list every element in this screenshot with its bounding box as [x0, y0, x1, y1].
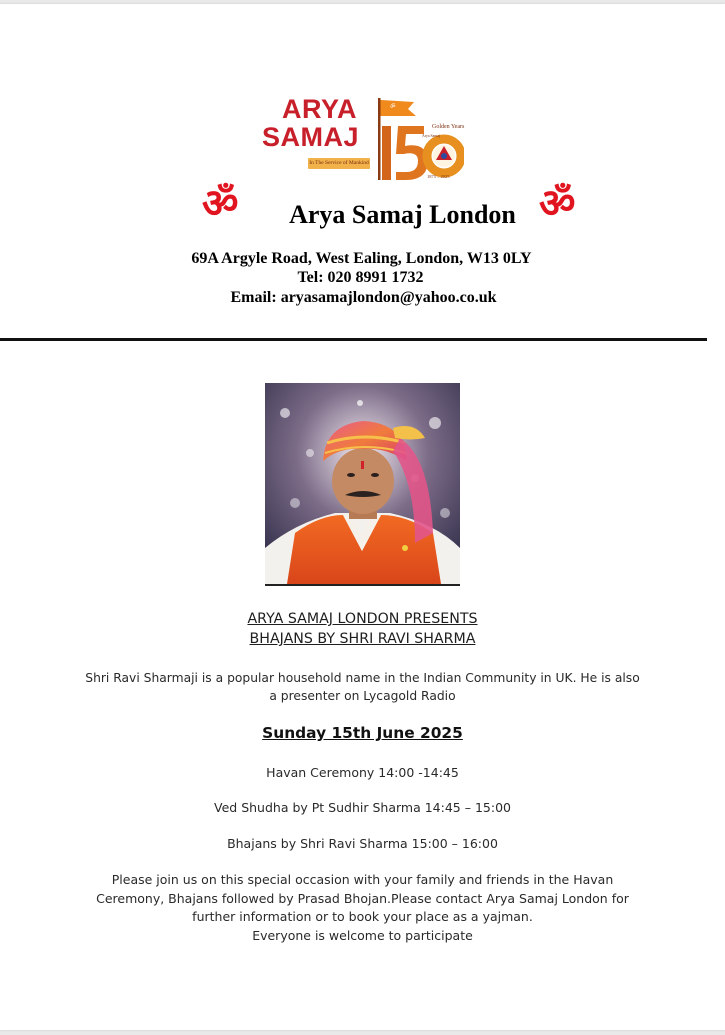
- logo-word-samaj: SAMAJ: [262, 122, 360, 152]
- invitation-text: Please join us on this special occasion with your family and friends in the Havan Ceremony, Bhajans followed by Prasad Bhojan.Please contact Arya Samaj London for further information or to book your place as a yajman.: [96, 872, 629, 924]
- event-heading-line-2: BHAJANS BY SHRI RAVI SHARMA: [249, 631, 476, 647]
- welcome-text: Everyone is welcome to participate: [252, 927, 473, 943]
- svg-text:Arya Samaj: Arya Samaj: [422, 134, 441, 138]
- schedule-item: Bhajans by Shri Ravi Sharma 15:00 – 16:00: [227, 836, 498, 851]
- svg-text:1875 – 2025: 1875 – 2025: [427, 174, 450, 179]
- svg-text:ॐ: ॐ: [390, 103, 396, 110]
- performer-photo: [265, 383, 460, 584]
- event-heading: [0, 609, 725, 649]
- organisation-name: Arya Samaj London: [289, 200, 516, 229]
- address-line: 69A Argyle Road, West Ealing, London, W13 0LY: [191, 250, 532, 267]
- logo-ribbon: In The Service of Mankind: [308, 158, 370, 169]
- arya-samaj-150-logo: [262, 94, 465, 184]
- logo-golden-years: Golden Years: [432, 124, 465, 130]
- event-heading-line-1: ARYA SAMAJ LONDON PRESENTS: [247, 611, 478, 627]
- om-symbol-left-icon: ॐ: [202, 181, 239, 227]
- closing-invitation: [90, 871, 635, 945]
- schedule-item: Havan Ceremony 14:00 -14:45: [266, 765, 459, 780]
- om-symbol-right-icon: ॐ: [539, 181, 576, 227]
- header-divider: [0, 338, 707, 341]
- flyer-page: [0, 4, 725, 1030]
- schedule-item: Ved Shudha by Pt Sudhir Sharma 14:45 – 15:00: [214, 800, 511, 815]
- performer-intro: Shri Ravi Sharmaji is a popular household name in the Indian Community in UK. He is also a presenter on Lycagold Radio: [85, 671, 640, 703]
- logo-150-emblem: [368, 96, 464, 184]
- email-line: Email: aryasamajlondon@yahoo.co.uk: [230, 289, 497, 306]
- event-date: Sunday 15th June 2025: [262, 724, 463, 742]
- logo-word-arya: ARYA: [282, 94, 358, 124]
- photo-underline: [265, 584, 460, 586]
- telephone-line: Tel: 020 8991 1732: [297, 269, 424, 286]
